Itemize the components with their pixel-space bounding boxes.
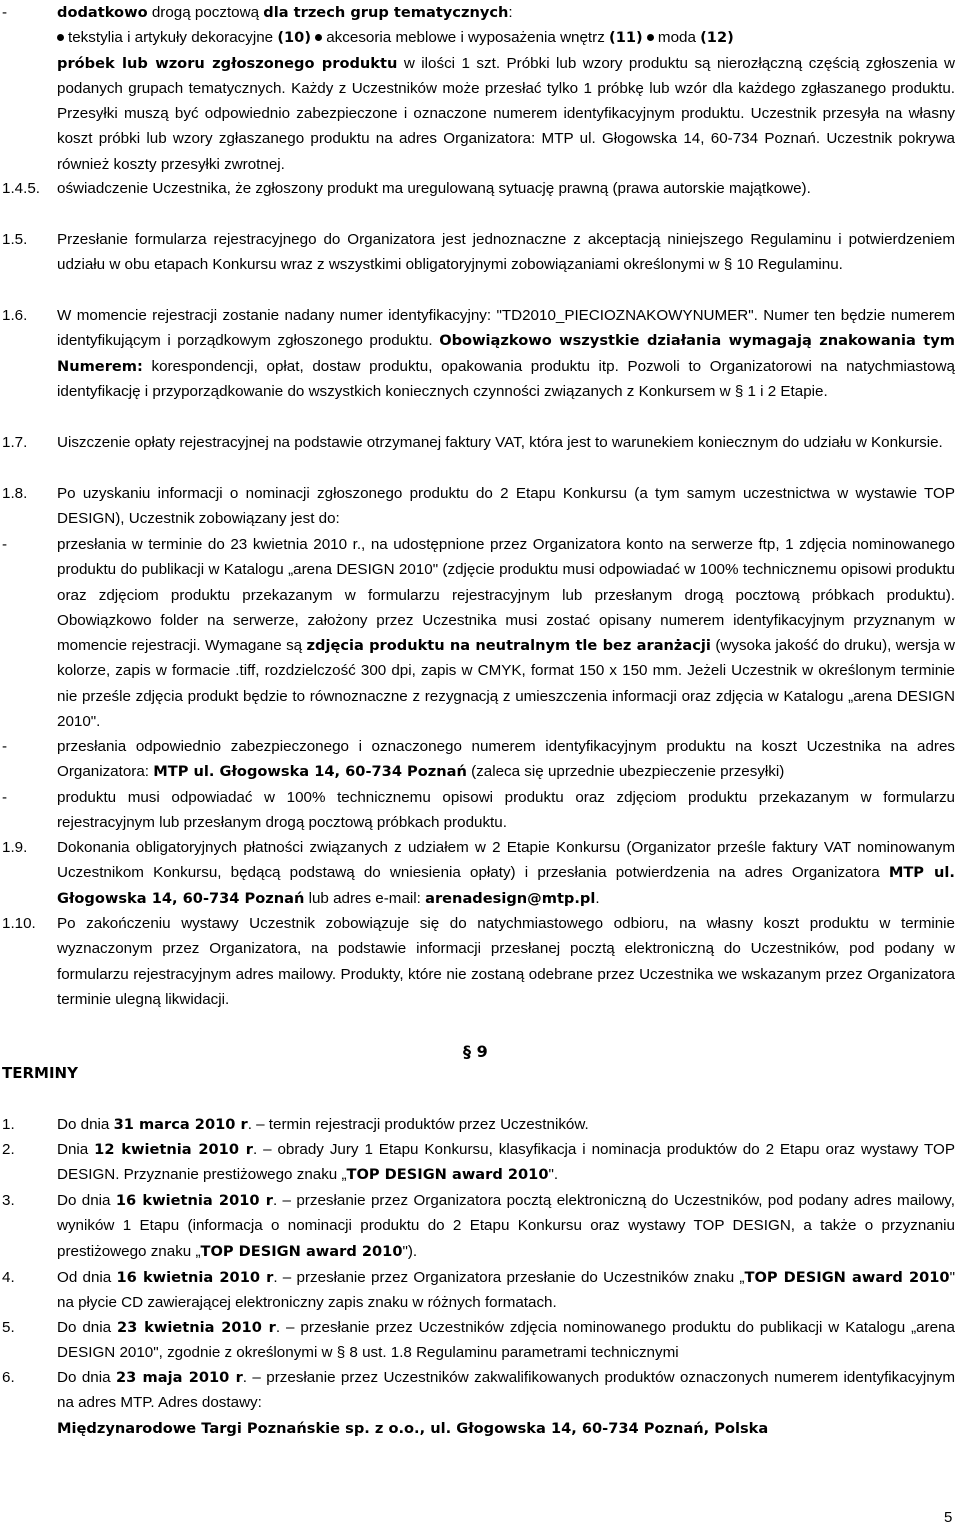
deadline-prefix: Do dnia	[57, 1319, 118, 1336]
section-number: 1.5.	[2, 231, 28, 248]
intro-bold-3: próbek lub wzoru zgłoszonego produktu	[57, 54, 398, 72]
deadline-desc: . – przesłanie przez Organizatora przesłanie do Uczestników znaku „	[273, 1269, 745, 1286]
deadline-text	[57, 1315, 955, 1366]
deadline-number: 1.	[2, 1116, 15, 1133]
section-text-2: korespondencji, opłat, dostaw produktu, opakowania produktu itp. Pozwoli to Organizatorowi na natychmiastową identyfikację i przyporządkowanie do wszystkich koniecznych czynności związanych z Konkursem w § 1 i 2 Etapie.	[57, 357, 955, 400]
intro-dash: -	[2, 4, 8, 21]
obligation-text-2: (wysoka jakość do druku), wersja w kolorze, zapis w formacie .tiff, rozdzielczość 300 dpi, zapis w CMYK, format 150 x 150 mm. Jeżeli Uczestnik w określonym terminie nie prześle zdjęcia produkt będzie to równoznaczne z rezygnacją z umieszczenia informacji oraz zdjęcia w Katalogu „arena DESIGN 2010".	[57, 637, 955, 731]
deadline-prefix: Do dnia	[57, 1192, 116, 1209]
category-1-number: (10)	[277, 29, 311, 47]
deadline-end: " na płycie CD zawierającej elektroniczny zapis znaku w różnych formatach.	[57, 1269, 955, 1312]
paragraph-symbol: § 9	[463, 1042, 488, 1061]
obligation-text-1: przesłania w terminie do 23 kwietnia 2010 r., na udostępnione przez Organizatora konto na serwerze ftp, 1 zdjęcia nominowanego produktu do publikacji w Katalogu „arena DESIGN 2010" (zdjęcie produktu musi odpowiadać w 100% technicznemu opisowi produktu oraz zdjęciom produktu przekazanym w formularzu rejestracyjnym lub przesłanym drogą pocztową próbkach produktu). Obowiązkowo folder na serwerze, założony przez Uczestnika musi zostać opisany numerem identyfikacyjnym przyznanym w momencie rejestracji. Wymagane są	[57, 536, 955, 655]
dash-marker: -	[2, 738, 8, 755]
deadline-desc: . – obrady Jury 1 Etapu Konkursu, klasyfikacja i nominacja produktów do 2 Etapu oraz wystawy TOP DESIGN. Przyznanie prestiżowego znaku „	[57, 1141, 955, 1184]
section-text: Przesłanie formularza rejestracyjnego do Organizatora jest jednoznaczne z akceptacją niniejszego Regulaminu i potwierdzeniem udziału w obu etapach Konkursu wraz z wszystkimi obligatoryjnymi zobowiązaniami określonymi w § 10 Regulaminu.	[57, 231, 955, 274]
obligation-text	[57, 734, 955, 785]
dash-marker: -	[2, 789, 8, 806]
deadline-number: 2.	[2, 1141, 15, 1158]
obligation-text-2: (zaleca się uprzednie ubezpieczenie przesyłki)	[466, 763, 785, 781]
intro-text-1: drogą pocztową	[147, 4, 264, 21]
intro-bold-2: dla trzech grup tematycznych	[263, 4, 509, 21]
bullet-icon	[57, 34, 64, 41]
deadline-desc: . – przesłanie przez Organizatora pocztą elektroniczną do Uczestników, pod podany adres mailowy, wyników 1 Etapu (informacja o nominacji produktu do 2 Etapu Konkursu oraz wystawy TOP DESIGN, a także o przyznaniu prestiżowego znaku „	[57, 1192, 955, 1260]
category-1: tekstylia i artykuły dekoracyjne	[68, 29, 278, 47]
deadline-date: 23 kwietnia 2010 r	[117, 1319, 276, 1336]
category-2: akcesoria meblowe i wyposażenia wnętrz	[326, 29, 610, 47]
section-text: oświadczenie Uczestnika, że zgłoszony produkt ma uregulowaną sytuację prawną (prawa autorskie majątkowe).	[57, 180, 811, 197]
deadline-number: 3.	[2, 1192, 15, 1209]
category-2-number: (11)	[609, 29, 643, 47]
deadline-date: 16 kwietnia 2010 r	[116, 1269, 274, 1286]
section-text-2: lub adres e-mail:	[304, 889, 426, 907]
deadline-date: 23 maja 2010 r	[115, 1369, 243, 1386]
section-text	[57, 835, 955, 911]
deadline-text	[57, 1112, 955, 1137]
deadline-text	[57, 1265, 955, 1316]
section-text-1: Dokonania obligatoryjnych płatności związanych z udziałem w 2 Etapie Konkursu (Organizator prześle faktury VAT nominowanym Uczestnikom Konkursu, będącą podstawą do wniesienia opłaty) i przesłania potwierdzenia na adres Organizatora	[57, 839, 955, 882]
deadline-prefix: Od dnia	[57, 1269, 117, 1286]
section-text: Po uzyskaniu informacji o nominacji zgłoszonego produktu do 2 Etapu Konkursu (a tym samym uczestnictwa w wystawie TOP DESIGN), Uczestnik zobowiązany jest do:	[57, 485, 955, 528]
deadline-desc: . – termin rejestracji produktów przez Uczestników.	[247, 1116, 589, 1133]
intro-text-3: w ilości 1 szt. Próbki lub wzory produktu są nierozłączną częścią zgłoszenia w podanych grupach tematycznych. Każdy z Uczestników może przesłać tylko 1 próbkę lub wzór dla każdego zgłaszanego produktu. Przesyłki muszą być odpowiednio zabezpieczone i oznaczone numerem identyfikacyjnym produktu. Uczestnik przesyła na własny koszt próbki lub wzory zgłaszanego produktu na adres Organizatora: MTP ul. Głogowska 14, 60-734 Poznań. Uczestnik pokrywa również koszty przesyłki zwrotnej.	[57, 54, 955, 173]
bullet-icon	[647, 34, 654, 41]
dash-marker: -	[2, 536, 8, 553]
section-bold-address: MTP ul. Głogowska 14, 60-734 Poznań	[57, 864, 955, 907]
deadline-end: ".	[548, 1166, 559, 1184]
category-3: moda	[657, 29, 701, 47]
deadline-desc: . – przesłanie przez Uczestników zdjęcia nominowanego produktu do publikacji w Katalogu „arena DESIGN 2010", zgodnie z określonymi w § 8 ust. 1.8 Regulaminu parametrami technicznymi	[57, 1319, 955, 1362]
deadline-number: 6.	[2, 1369, 15, 1386]
section-number: 1.9.	[2, 839, 28, 856]
intro-bold-1: dodatkowo	[57, 4, 148, 21]
section-number: 1.7.	[2, 434, 28, 451]
category-3-number: (12)	[700, 29, 734, 47]
obligation-text	[57, 532, 955, 734]
email-address: arenadesign@mtp.pl	[425, 889, 596, 907]
deadline-text	[57, 1365, 955, 1441]
obligation-bold: MTP ul. Głogowska 14, 60-734 Poznań	[153, 763, 467, 781]
award-name: TOP DESIGN award 2010	[744, 1269, 950, 1286]
section-number: 1.8.	[2, 485, 28, 502]
deadline-prefix: Do dnia	[57, 1116, 114, 1133]
deadline-prefix: Do dnia	[57, 1369, 116, 1386]
deadline-number: 5.	[2, 1319, 15, 1336]
bullet-icon	[315, 34, 322, 41]
delivery-address: Międzynarodowe Targi Poznańskie sp. z o.o., ul. Głogowska 14, 60-734 Poznań, Polska	[57, 1419, 769, 1437]
section-bold: Obowiązkowo wszystkie działania wymagają znakowania tym Numerem:	[57, 332, 955, 375]
award-name: TOP DESIGN award 2010	[346, 1166, 549, 1184]
section-text	[57, 303, 955, 404]
deadline-number: 4.	[2, 1269, 15, 1286]
section-number: 1.10.	[2, 915, 36, 932]
obligation-text-1: przesłania odpowiednio zabezpieczonego i oznaczonego numerem identyfikacyjnym produktu na koszt Uczestnika na adres Organizatora:	[57, 738, 955, 781]
section-text-3: .	[595, 889, 600, 907]
intro-text-2: :	[508, 4, 513, 21]
deadline-prefix: Dnia	[57, 1141, 95, 1158]
obligation-bold: zdjęcia produktu na neutralnym tle bez aranżacji	[306, 637, 711, 655]
deadline-desc: . – przesłanie przez Uczestników zakwalifikowanych produktów oznaczonych numerem identyfikacyjnym na adres MTP. Adres dostawy:	[57, 1369, 955, 1412]
page-number: 5	[944, 1509, 953, 1526]
deadline-date: 31 marca 2010 r	[113, 1116, 248, 1133]
deadline-date: 16 kwietnia 2010 r	[115, 1192, 273, 1209]
deadline-date: 12 kwietnia 2010 r	[94, 1141, 253, 1158]
intro-text	[57, 0, 955, 177]
section-number: 1.4.5.	[2, 180, 40, 197]
deadline-text	[57, 1188, 955, 1264]
award-name: TOP DESIGN award 2010	[200, 1242, 403, 1260]
section-number: 1.6.	[2, 307, 28, 324]
deadline-end: ").	[402, 1242, 418, 1260]
section-text: Uiszczenie opłaty rejestracyjnej na podstawie otrzymanej faktury VAT, która jest to warunekiem koniecznym do udziału w Konkursie.	[57, 434, 943, 451]
section-heading: TERMINY	[2, 1064, 78, 1082]
section-text: Po zakończeniu wystawy Uczestnik zobowiązuje się do natychmiastowego odbioru, na własny koszt produktu w terminie wyznaczonym przez Organizatora, na podstawie informacji przesłanej pocztą elektroniczną do Uczestników, pod podany w formularzu rejestracyjnym adres mailowy. Produkty, które nie zostaną odebrane przez Uczestnika we wskazanym przez Organizatora terminie ulegną likwidacji.	[57, 915, 955, 1008]
section-text-1: W momencie rejestracji zostanie nadany numer identyfikacyjny: "TD2010_PIECIOZNAKOWYNUMER". Numer ten będzie numerem identyfikującym i porządkowym zgłoszonego produktu.	[57, 307, 955, 350]
deadline-text	[57, 1137, 955, 1188]
obligation-text: produktu musi odpowiadać w 100% technicznemu opisowi produktu oraz zdjęciom produktu przekazanym w formularzu rejestracyjnym lub przesłanym drogą pocztową próbkach produktu.	[57, 789, 955, 832]
